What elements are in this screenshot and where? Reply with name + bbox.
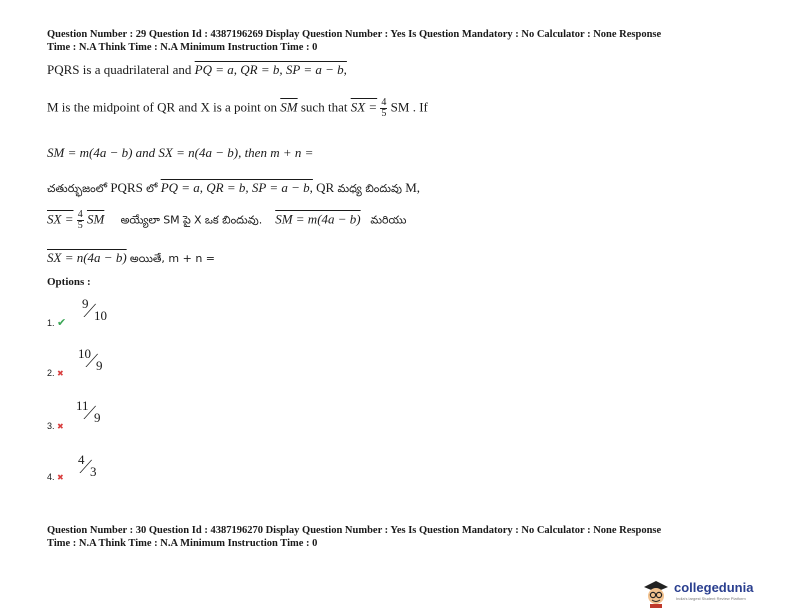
q29-te-line2-a: SX = <box>47 211 74 227</box>
q29-te-line2-b: $\overline{SM}$ <box>86 211 105 227</box>
option-1-number: 1. <box>47 318 55 328</box>
mascot-icon <box>640 578 672 608</box>
option-3[interactable] <box>47 421 64 431</box>
option-2-denominator: 9 <box>96 358 103 373</box>
q29-en-line2-sm: $\overline{SM}$ <box>280 99 298 115</box>
option-1-fraction <box>82 296 112 326</box>
q29-te-line1-e: QR <box>316 180 335 195</box>
option-1[interactable] <box>47 316 66 329</box>
option-1-denominator: 10 <box>94 308 107 323</box>
q29-en-line1 <box>47 62 347 78</box>
cross-icon: ✖ <box>57 369 64 378</box>
option-4-slash: ⁄ <box>82 456 90 478</box>
option-3-denominator: 9 <box>94 410 101 425</box>
q29-en-line2-mid: such that <box>300 99 348 115</box>
q30-header-line2: Time : N.A Think Time : N.A Minimum Instruction Time : 0 <box>47 538 318 549</box>
q29-te-line1-b: PQRS <box>110 180 143 195</box>
q29-te-line2-h: SM = m(4a − b) <box>275 211 361 227</box>
q29-header <box>47 28 757 54</box>
option-4-denominator: 3 <box>90 464 97 479</box>
q29-header-line1: Question Number : 29 Question Id : 4387196269 Display Question Number : Yes Is Question Mandatory : No Calculator : None Response <box>47 29 662 40</box>
option-2-fraction <box>78 346 112 376</box>
q29-en-line2 <box>47 98 428 119</box>
q29-te-frac-num: 4 <box>77 209 83 220</box>
q29-te-line2-e: పై <box>182 213 191 227</box>
q29-en-line3-text: SM = m(4a − b) and SX = n(4a − b), then m + n = <box>47 145 314 160</box>
cross-icon: ✖ <box>57 422 64 431</box>
brand-name: collegedunia <box>674 580 754 595</box>
option-3-slash: ⁄ <box>86 402 94 424</box>
option-3-number: 3. <box>47 421 55 431</box>
option-4-numerator: 4 <box>78 452 85 467</box>
q29-te-line3-a: SX = n(4a − b) <box>47 250 127 265</box>
option-2-numerator: 10 <box>78 346 91 361</box>
q29-frac-den: 5 <box>381 108 387 119</box>
q29-header-line2: Time : N.A Think Time : N.A Minimum Instruction Time : 0 <box>47 42 318 53</box>
option-2-number: 2. <box>47 368 55 378</box>
cross-icon: ✖ <box>57 473 64 482</box>
q29-te-line1-d: PQ = a, QR = b, SP = a − b, <box>160 180 313 195</box>
q29-en-line2-sx: SX = <box>350 99 378 115</box>
q29-te-line3 <box>47 250 215 268</box>
option-1-slash: ⁄ <box>86 300 94 322</box>
q29-te-line2-g: ఒక బిందువు. <box>204 213 263 227</box>
q29-en-line1-math: PQ = a, QR = b, SP = a − b, <box>194 62 347 77</box>
q29-en-line1-prefix: PQRS is a quadrilateral and <box>47 62 192 77</box>
options-label: Options : <box>47 276 91 288</box>
q29-te-line1-c: లో <box>146 182 158 195</box>
q29-te-line2-c: అయ్యేలా <box>120 213 160 227</box>
q29-te-line2-f: X <box>194 213 202 227</box>
q30-header <box>47 524 757 550</box>
q29-te-line1-a: చతుర్భుజంలో <box>47 182 108 195</box>
q29-te-line2 <box>47 210 407 231</box>
q29-en-line2-end: SM . If <box>390 99 428 115</box>
option-1-numerator: 9 <box>82 296 89 311</box>
option-2-slash: ⁄ <box>88 350 96 372</box>
q29-en-line3 <box>47 145 313 161</box>
option-3-fraction <box>76 398 110 428</box>
option-4-number: 4. <box>47 472 55 482</box>
q29-te-line2-d: SM <box>163 213 180 227</box>
q29-te-frac <box>77 210 84 231</box>
q29-te-frac-den: 5 <box>77 220 83 231</box>
q29-te-line1-g: M, <box>405 180 421 195</box>
q29-te-line2-i: మరియు <box>370 213 407 227</box>
brand-tagline: India's largest Student Review Platform <box>676 596 746 601</box>
option-4[interactable] <box>47 472 64 482</box>
q29-te-line1-f: మధ్య బిందువు <box>337 182 402 195</box>
q30-header-line1: Question Number : 30 Question Id : 4387196270 Display Question Number : Yes Is Question Mandatory : No Calculator : None Response <box>47 525 662 536</box>
q29-frac-num: 4 <box>381 97 387 108</box>
q29-te-line3-b: అయితే, m + n = <box>129 252 216 265</box>
option-2[interactable] <box>47 368 64 378</box>
option-3-numerator: 11 <box>76 398 89 413</box>
q29-en-line2-prefix: M is the midpoint of QR and X is a point on <box>47 99 278 115</box>
check-icon: ✔ <box>57 317 67 329</box>
option-4-fraction <box>78 452 108 482</box>
collegedunia-logo <box>640 578 790 608</box>
q29-frac <box>380 98 387 119</box>
q29-te-line1 <box>47 180 420 198</box>
